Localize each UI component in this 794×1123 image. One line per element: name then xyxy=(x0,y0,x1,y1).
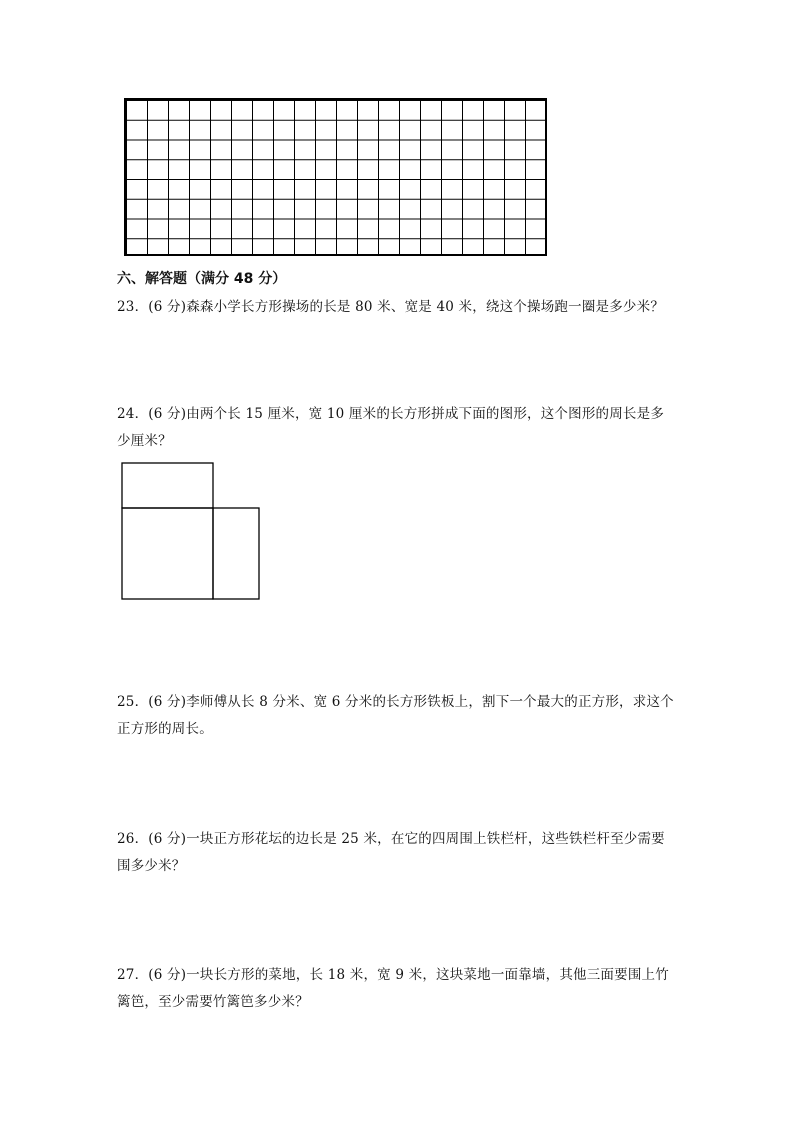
section-title: 六、解答题（满分 48 分） xyxy=(117,271,287,287)
square-grid xyxy=(124,98,547,256)
question-25 xyxy=(117,689,677,743)
question-24 xyxy=(117,401,677,455)
question-number: 25． xyxy=(117,694,149,710)
question-number: 27． xyxy=(117,967,149,983)
question-score: (6 分) xyxy=(148,406,187,422)
question-23 xyxy=(117,294,677,321)
question-number: 23． xyxy=(117,299,149,315)
question-text: 由两个长 15 厘米，宽 10 厘米的长方形拼成下面的图形，这个图形的周长是多少厘米？ xyxy=(117,406,665,449)
question-score: (6 分) xyxy=(148,831,187,847)
question-27 xyxy=(117,962,677,1016)
question-text: 李师傅从长 8 分米、宽 6 分米的长方形铁板上，割下一个最大的正方形，求这个正方形的周长。 xyxy=(117,694,674,737)
question-number: 24． xyxy=(117,406,149,422)
question-score: (6 分) xyxy=(148,694,187,710)
question-text: 森森小学长方形操场的长是 80 米、宽是 40 米，绕这个操场跑一圈是多少米？ xyxy=(186,299,665,315)
bottom-left-square xyxy=(122,508,213,599)
question-number: 26． xyxy=(117,831,149,847)
question-26 xyxy=(117,826,677,880)
question-score: (6 分) xyxy=(148,967,187,983)
top-rectangle xyxy=(122,463,213,508)
question-score: (6 分) xyxy=(148,299,187,315)
right-rectangle xyxy=(213,508,259,599)
question-text: 一块长方形的菜地，长 18 米，宽 9 米，这块菜地一面靠墙，其他三面要围上竹篱笆，至少需要竹篱笆多少米？ xyxy=(117,967,669,1010)
composite-rectangle-figure xyxy=(121,462,261,602)
question-text: 一块正方形花坛的边长是 25 米，在它的四周围上铁栏杆，这些铁栏杆至少需要围多少米？ xyxy=(117,831,665,874)
